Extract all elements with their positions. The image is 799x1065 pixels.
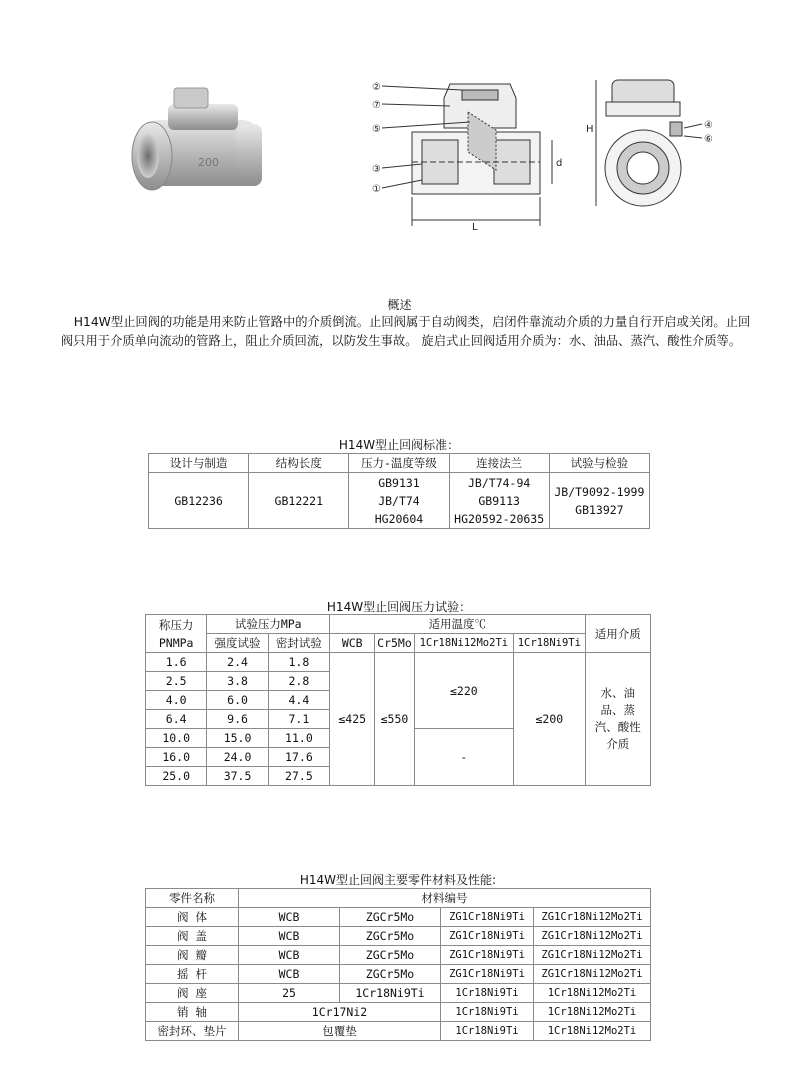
table-cell: 3.8 xyxy=(207,672,268,691)
body-mark: 200 xyxy=(198,156,219,169)
callout-1: ① xyxy=(372,184,381,195)
table-cell: ZG1Cr18Ni12Mo2Ti xyxy=(534,965,651,984)
table-cell: 6.0 xyxy=(207,691,268,710)
table-cell: 2.4 xyxy=(207,653,268,672)
table-cell: ZG1Cr18Ni12Mo2Ti xyxy=(534,927,651,946)
pressure-table xyxy=(145,614,651,786)
header-cell: 试验与检验 xyxy=(549,454,649,473)
table-cell: 阀 体 xyxy=(146,908,239,927)
table-cell: 1Cr18Ni9Ti xyxy=(441,984,534,1003)
header-ni9ti: 1Cr18Ni9Ti xyxy=(514,634,585,653)
medium-cell: 水、油 品、蒸 汽、酸性 介质 xyxy=(585,653,650,786)
table-cell: 1.6 xyxy=(146,653,207,672)
table-cell: 摇 杆 xyxy=(146,965,239,984)
table-row xyxy=(146,1022,651,1041)
table-cell: 11.0 xyxy=(268,729,329,748)
table-cell: 17.6 xyxy=(268,748,329,767)
table-row xyxy=(146,1003,651,1022)
table-cell: WCB xyxy=(239,965,340,984)
valve-technical-drawing xyxy=(370,72,720,232)
dim-d: d xyxy=(556,158,563,169)
callout-5: ⑤ xyxy=(372,124,381,135)
callout-6: ⑥ xyxy=(704,134,713,145)
table-cell: 1Cr18Ni9Ti xyxy=(340,984,441,1003)
header-cell: 结构长度 xyxy=(249,454,349,473)
table-cell: GB9131 JB/T74 HG20604 xyxy=(349,473,449,529)
table-cell: 包覆垫 xyxy=(239,1022,441,1041)
table-cell: 25.0 xyxy=(146,767,207,786)
table-cell: ZGCr5Mo xyxy=(340,927,441,946)
table-cell: 4.0 xyxy=(146,691,207,710)
callout-3: ③ xyxy=(372,164,381,175)
wcb-temp: ≤425 xyxy=(330,653,375,786)
materials-caption: H14W型止回阀主要零件材料及性能: xyxy=(299,873,497,887)
overview-title: 概述 xyxy=(387,298,412,312)
table-cell: 4.4 xyxy=(268,691,329,710)
callout-4: ④ xyxy=(704,120,713,131)
callout-2: ② xyxy=(372,82,381,93)
table-cell: ZG1Cr18Ni9Ti xyxy=(441,965,534,984)
table-cell: 1Cr18Ni12Mo2Ti xyxy=(534,1022,651,1041)
mo2ti-temp-upper: ≤220 xyxy=(414,653,514,729)
table-cell: 2.5 xyxy=(146,672,207,691)
table-cell: 销 轴 xyxy=(146,1003,239,1022)
table-cell: 7.1 xyxy=(268,710,329,729)
table-cell: 阀 盖 xyxy=(146,927,239,946)
table-cell: ZG1Cr18Ni9Ti xyxy=(441,946,534,965)
header-medium: 适用介质 xyxy=(585,615,650,653)
pressure-caption: H14W型止回阀压力试验： xyxy=(326,600,472,614)
table-cell: GB12236 xyxy=(149,473,249,529)
table-header-row xyxy=(149,454,650,473)
table-cell: WCB xyxy=(239,946,340,965)
table-cell: 1Cr17Ni2 xyxy=(239,1003,441,1022)
header-wcb: WCB xyxy=(330,634,375,653)
table-row xyxy=(146,965,651,984)
standards-table xyxy=(148,453,650,529)
table-row xyxy=(146,946,651,965)
overview-paragraph: H14W型止回阀的功能是用来防止管路中的介质倒流。止回阀属于自动阀类，启闭件靠流动介质的力量自行开启或关闭。止回阀只用于介质单向流动的管路上，阻止介质回流，以防发生事故。 旋启式止回阀适用介质为：水、油品、蒸汽、酸性介质等。 xyxy=(60,315,751,348)
table-row xyxy=(146,908,651,927)
table-cell: ZGCr5Mo xyxy=(340,965,441,984)
header-part: 零件名称 xyxy=(146,889,239,908)
table-cell: ZG1Cr18Ni9Ti xyxy=(441,927,534,946)
table-row xyxy=(146,653,651,672)
dim-L: L xyxy=(472,222,478,232)
table-header-row xyxy=(146,889,651,908)
table-cell: 24.0 xyxy=(207,748,268,767)
dim-H: H xyxy=(586,124,594,135)
header-cell: 压力-温度等级 xyxy=(349,454,449,473)
table-cell: 9.6 xyxy=(207,710,268,729)
header-code: 材料编号 xyxy=(239,889,651,908)
table-row xyxy=(146,927,651,946)
table-cell: ZG1Cr18Ni12Mo2Ti xyxy=(534,908,651,927)
table-cell: 10.0 xyxy=(146,729,207,748)
callout-7: ⑦ xyxy=(372,100,381,111)
table-cell: 16.0 xyxy=(146,748,207,767)
table-cell: 1Cr18Ni9Ti xyxy=(441,1022,534,1041)
table-cell: 25 xyxy=(239,984,340,1003)
table-cell: 1Cr18Ni9Ti xyxy=(441,1003,534,1022)
table-row xyxy=(149,473,650,529)
cr5mo-temp: ≤550 xyxy=(375,653,414,786)
header-cell: 连接法兰 xyxy=(449,454,549,473)
table-cell: 阀 座 xyxy=(146,984,239,1003)
table-cell: 37.5 xyxy=(207,767,268,786)
table-cell: JB/T9092-1999 GB13927 xyxy=(549,473,649,529)
table-cell: ZGCr5Mo xyxy=(340,946,441,965)
table-cell: 6.4 xyxy=(146,710,207,729)
table-row xyxy=(146,984,651,1003)
header-strength: 强度试验 xyxy=(207,634,268,653)
table-cell: 1.8 xyxy=(268,653,329,672)
table-cell: 1Cr18Ni12Mo2Ti xyxy=(534,984,651,1003)
header-seal: 密封试验 xyxy=(268,634,329,653)
table-cell: 15.0 xyxy=(207,729,268,748)
valve-photo xyxy=(118,78,278,203)
table-cell: GB12221 xyxy=(249,473,349,529)
materials-table xyxy=(145,888,651,1041)
table-cell: WCB xyxy=(239,908,340,927)
header-nominal-pressure: 称压力 PNMPa xyxy=(146,615,207,653)
standards-caption: H14W型止回阀标准： xyxy=(338,438,460,452)
ni9ti-temp: ≤200 xyxy=(514,653,585,786)
table-cell: ZG1Cr18Ni12Mo2Ti xyxy=(534,946,651,965)
table-cell: 27.5 xyxy=(268,767,329,786)
header-test-pressure: 试验压力MPa xyxy=(207,615,330,634)
header-cell: 设计与制造 xyxy=(149,454,249,473)
header-mo2ti: 1Cr18Ni12Mo2Ti xyxy=(414,634,514,653)
table-cell: 密封环、垫片 xyxy=(146,1022,239,1041)
table-cell: ZGCr5Mo xyxy=(340,908,441,927)
mo2ti-temp-lower: - xyxy=(414,729,514,786)
table-cell: 1Cr18Ni12Mo2Ti xyxy=(534,1003,651,1022)
header-temperature: 适用温度℃ xyxy=(330,615,585,634)
table-cell: 阀 瓣 xyxy=(146,946,239,965)
table-cell: ZG1Cr18Ni9Ti xyxy=(441,908,534,927)
table-cell: WCB xyxy=(239,927,340,946)
header-cr5mo: Cr5Mo xyxy=(375,634,414,653)
table-cell: 2.8 xyxy=(268,672,329,691)
table-cell: JB/T74-94 GB9113 HG20592-20635 xyxy=(449,473,549,529)
